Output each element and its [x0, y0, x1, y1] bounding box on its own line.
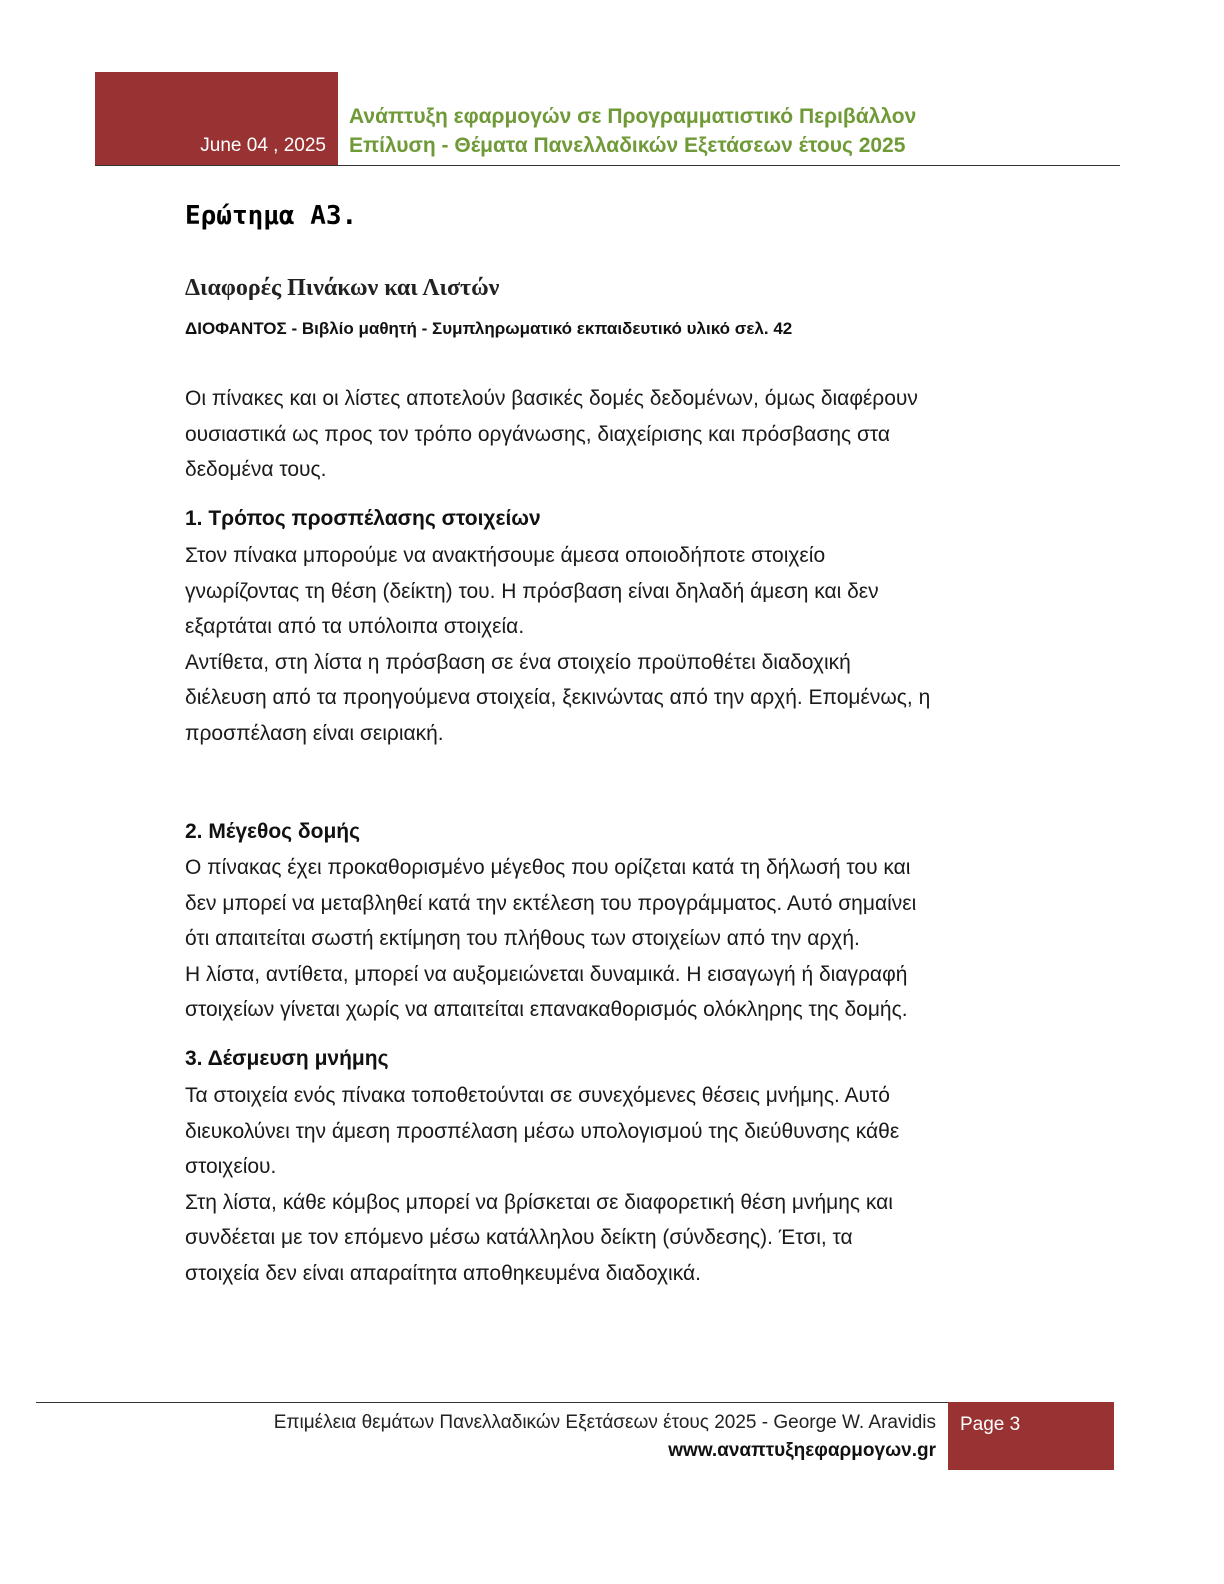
body-line: Τα στοιχεία ενός πίνακα τοποθετούνται σε συνεχόμενες θέσεις μνήμης. Αυτό	[185, 1084, 890, 1107]
header-title-line2: Επίλυση - Θέματα Πανελλαδικών Εξετάσεων έτους 2025	[349, 134, 906, 157]
section-body-size	[185, 850, 1035, 1028]
body-line: ότι απαιτείται σωστή εκτίμηση του πλήθους των στοιχείων από την αρχή.	[185, 927, 860, 951]
header-divider	[95, 165, 1120, 166]
question-heading: Ερώτημα Α3.	[185, 201, 358, 231]
body-line: στοιχείων γίνεται χωρίς να απαιτείται επανακαθορισμός ολόκληρης της δομής.	[185, 998, 908, 1022]
section-heading-size: 2. Μέγεθος δομής	[185, 820, 361, 843]
section-heading-access: 1. Τρόπος προσπέλασης στοιχείων	[185, 507, 541, 530]
header-title	[349, 102, 916, 160]
body-line: συνδέεται με τον επόμενο μέσω κατάλληλου δείκτη (σύνδεσης). Έτσι, τα	[185, 1226, 853, 1250]
section-heading-memory: 3. Δέσμευση μνήμης	[185, 1047, 389, 1070]
header-date-box	[95, 72, 338, 166]
section-body-memory	[185, 1078, 1035, 1292]
body-line: Αντίθετα, στη λίστα η πρόσβαση σε ένα στοιχείο προϋποθέτει διαδοχική	[185, 650, 851, 674]
body-line: δεν μπορεί να μεταβληθεί κατά την εκτέλεση του προγράμματος. Αυτό σημαίνει	[185, 891, 917, 915]
header-title-line1: Ανάπτυξη εφαρμογών σε Προγραμματιστικό Περιβάλλον	[349, 105, 917, 128]
body-line: Στον πίνακα μπορούμε να ανακτήσουμε άμεσα οποιοδήποτε στοιχείο	[185, 544, 826, 567]
footer-website: www.αναπτυξηεφαρμογων.gr	[668, 1440, 936, 1461]
intro-paragraph	[185, 381, 1035, 488]
footer-credit: Επιμέλεια θεμάτων Πανελλαδικών Εξετάσεων έτους 2025 - George W. Aravidis	[273, 1412, 936, 1433]
body-line: Η λίστα, αντίθετα, μπορεί να αυξομειώνεται δυναμικά. Η εισαγωγή ή διαγραφή	[185, 962, 908, 986]
body-line: Στη λίστα, κάθε κόμβος μπορεί να βρίσκεται σε διαφορετική θέση μνήμης και	[185, 1190, 893, 1214]
section-body-access	[185, 538, 1035, 752]
body-line: προσπέλαση είναι σειριακή.	[185, 721, 444, 745]
page-number-box	[948, 1402, 1114, 1470]
body-line: Ο πίνακας έχει προκαθορισμένο μέγεθος που ορίζεται κατά τη δήλωσή του και	[185, 856, 911, 879]
body-line: εξαρτάται από τα υπόλοιπα στοιχεία.	[185, 615, 525, 639]
page-number: Page 3	[960, 1414, 1021, 1435]
body-line: διευκολύνει την άμεση προσπέλαση μέσω υπολογισμού της διεύθυνσης κάθε	[185, 1119, 900, 1143]
source-reference: ΔΙΟΦΑΝΤΟΣ - Βιβλίο μαθητή - Συμπληρωματικό εκπαιδευτικό υλικό σελ. 42	[185, 319, 793, 338]
body-line: γνωρίζοντας τη θέση (δείκτη) του. Η πρόσβαση είναι δηλαδή άμεση και δεν	[185, 579, 879, 603]
body-line: στοιχεία δεν είναι απαραίτητα αποθηκευμένα διαδοχικά.	[185, 1261, 701, 1285]
intro-line: ουσιαστικά ως προς τον τρόπο οργάνωσης, διαχείρισης και πρόσβασης στα	[185, 422, 891, 446]
body-line: στοιχείου.	[185, 1155, 277, 1179]
section-title: Διαφορές Πινάκων και Λιστών	[185, 275, 500, 301]
header-date: June 04 , 2025	[200, 135, 326, 156]
footer-divider	[36, 1402, 948, 1403]
intro-line: δεδομένα τους.	[185, 458, 327, 482]
intro-line: Οι πίνακες και οι λίστες αποτελούν βασικές δομές δεδομένων, όμως διαφέρουν	[185, 387, 918, 410]
body-line: διέλευση από τα προηγούμενα στοιχεία, ξεκινώντας από την αρχή. Επομένως, η	[185, 686, 931, 710]
